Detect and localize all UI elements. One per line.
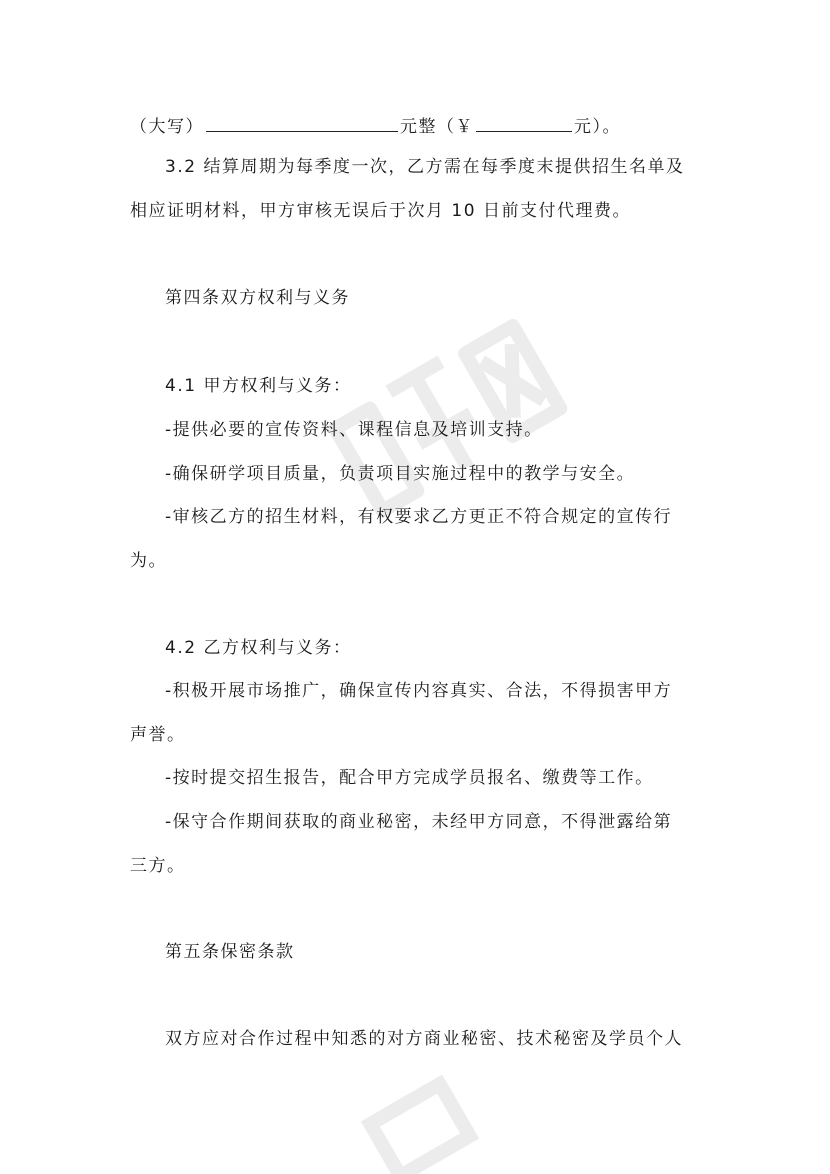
party-b-item-1-line-1: -积极开展市场推广，确保宣传内容真实、合法，不得损害甲方 [165, 681, 673, 701]
party-a-item-2: -确保研学项目质量，负责项目实施过程中的教学与安全。 [165, 464, 636, 484]
amount-words-label: （大写） [130, 117, 204, 137]
party-a-item-1: -提供必要的宣传资料、课程信息及培训支持。 [165, 420, 543, 440]
amount-end-label: 元）。 [574, 117, 621, 137]
amount-yuan-label: 元整（￥ [400, 117, 474, 137]
amount-number-blank[interactable] [476, 112, 572, 132]
party-b-item-3-line-1: -保守合作期间获取的商业秘密，未经甲方同意，不得泄露给第 [165, 812, 673, 832]
clause-3-2-line-1: 3.2 结算周期为每季度一次，乙方需在每季度末提供招生名单及 [165, 157, 685, 177]
party-b-item-1-line-2: 声誉。 [130, 725, 186, 745]
amount-line [130, 112, 621, 139]
article-5-heading: 第五条保密条款 [165, 942, 295, 962]
amount-words-blank[interactable] [206, 112, 398, 132]
party-a-item-3-line-1: -审核乙方的招生材料，有权要求乙方更正不符合规定的宣传行 [165, 507, 673, 527]
clause-3-2-line-2: 相应证明材料，甲方审核无误后于次月 10 日前支付代理费。 [130, 201, 631, 221]
party-b-item-3-line-2: 三方。 [130, 856, 186, 876]
section-4-2-heading: 4.2 乙方权利与义务： [165, 638, 352, 658]
confidentiality-paragraph-line-1: 双方应对合作过程中知悉的对方商业秘密、技术秘密及学员个人 [165, 1029, 683, 1049]
party-b-item-2: -按时提交招生报告，配合甲方完成学员报名、缴费等工作。 [165, 768, 654, 788]
party-a-item-3-line-2: 为。 [130, 551, 167, 571]
article-4-heading: 第四条双方权利与义务 [165, 288, 350, 308]
section-4-1-heading: 4.1 甲方权利与义务： [165, 376, 352, 396]
